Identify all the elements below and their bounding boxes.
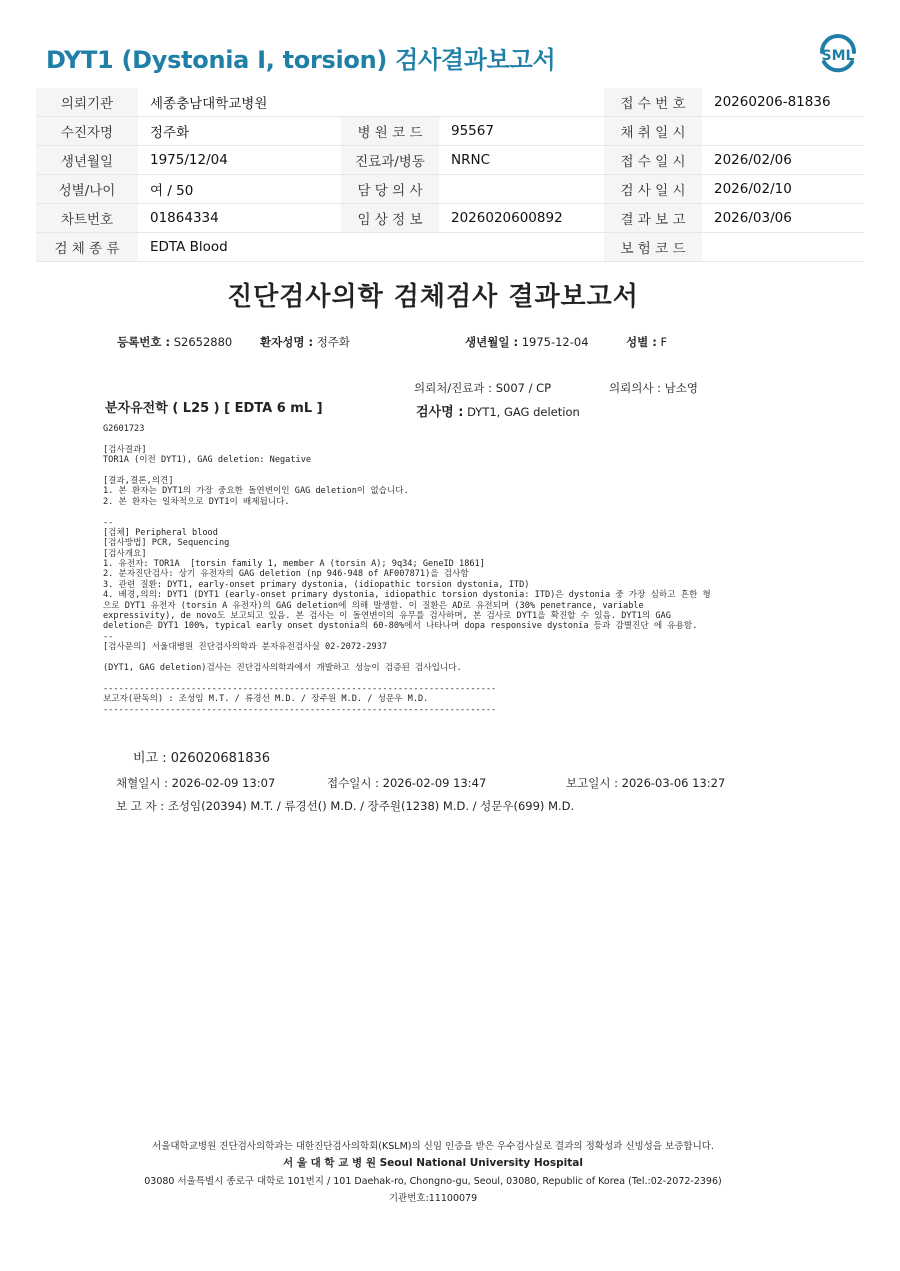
info-label: 진료과/병동 (341, 146, 439, 175)
info-value: 95567 (439, 117, 604, 146)
patient-name (260, 334, 350, 350)
info-value: 2026/02/10 (702, 175, 864, 204)
sml-logo (814, 28, 862, 76)
info-row (36, 204, 864, 233)
result-line: TOR1A (이전 DYT1), GAG deletion: Negative (103, 455, 312, 466)
info-label: 수진자명 (36, 117, 138, 146)
info-value (702, 117, 864, 146)
info-row (36, 117, 864, 146)
info-label: 의뢰기관 (36, 88, 138, 117)
doctor-label: 의뢰의사 : (609, 381, 661, 395)
footer-institution-number: 기관번호:11100079 (388, 1193, 478, 1204)
info-label: 결 과 보 고 (604, 204, 702, 233)
result-line: [검사결과] (103, 444, 147, 455)
result-text-block (103, 424, 803, 715)
info-label: 생년월일 (36, 146, 138, 175)
registration-number (117, 334, 232, 350)
document-title: DYT1 (Dystonia I, torsion) 검사결과보고서 (46, 46, 556, 74)
result-line: 2. 분자진단검사: 상기 유전자의 GAG deletion (np 946-948 of AF007871)을 검사함 (103, 569, 469, 580)
remarks-label: 비고 : (133, 751, 167, 766)
info-label: 보 험 코 드 (604, 233, 702, 262)
info-value: EDTA Blood (138, 233, 341, 262)
section-title: 분자유전학 ( L25 ) [ EDTA 6 mL ] (105, 401, 323, 416)
info-value: 2026020600892 (439, 204, 604, 233)
report-time (566, 775, 725, 791)
info-value: 여 / 50 (138, 175, 341, 204)
info-value: 20260206-81836 (702, 88, 864, 117)
result-line: 4. 배경,의의: DYT1 (DYT1 (early-onset primary dystonia, idiopathic torsion dystonia: ITD)은 dystonia 중 가장 심하고 흔한 형 (103, 590, 711, 601)
report-label: 보고일시 : (566, 776, 618, 790)
collect-time (116, 775, 275, 791)
footer-certification: 서울대학교병원 진단검사의학과는 대한진단검사의학회(KSLM)의 신임 인증을 받은 우수검사실로 결과의 정확성과 신빙성을 보증합니다. (152, 1141, 714, 1152)
info-row (36, 175, 864, 204)
reg-value: S2652880 (173, 335, 233, 349)
info-row (36, 88, 864, 117)
dept-value: S007 / CP (495, 381, 552, 395)
info-value: 1975/12/04 (138, 146, 341, 175)
result-line: [결과,결론,의견] (103, 475, 174, 486)
result-line: -- (103, 631, 114, 642)
dob-value: 1975-12-04 (521, 335, 589, 349)
result-line (103, 673, 803, 683)
info-row (36, 233, 864, 262)
result-line: deletion은 DYT1 100%, typical early onset dystonia의 60-80%에서 나타나며 dopa responsive dystonia 등과 감별진단 에 유용함. (103, 621, 698, 632)
receive-label: 접수일시 : (327, 776, 379, 790)
collect-value: 2026-02-09 13:07 (171, 776, 276, 790)
info-label: 검 사 일 시 (604, 175, 702, 204)
result-line: [검체] Peripheral blood (103, 527, 218, 538)
result-line: -- (103, 517, 114, 528)
patient-info-table (36, 88, 864, 262)
reg-label: 등록번호 : (117, 335, 171, 349)
result-line: ---------------------------------------------------------------------------- (103, 683, 497, 694)
requesting-doctor (609, 380, 698, 396)
remarks (133, 747, 270, 766)
patient-label: 환자성명 : (260, 335, 314, 349)
patient-value: 정주화 (316, 335, 351, 349)
info-label: 담 당 의 사 (341, 175, 439, 204)
department (414, 380, 551, 396)
result-line (103, 466, 803, 476)
info-value: NRNC (439, 146, 604, 175)
info-value: 01864334 (138, 204, 341, 233)
info-label (341, 88, 439, 117)
info-label (341, 233, 439, 262)
result-line: 1. 본 환자는 DYT1의 가장 중요한 돌연변이인 GAG deletion이 없습니다. (103, 486, 409, 497)
report-value: 2026-03-06 13:27 (621, 776, 726, 790)
info-value (439, 88, 604, 117)
reporters (116, 798, 574, 814)
info-label: 접 수 번 호 (604, 88, 702, 117)
dept-label: 의뢰처/진료과 : (414, 381, 493, 395)
info-value: 2026/02/06 (702, 146, 864, 175)
result-line: 3. 관련 질환: DYT1, early-onset primary dystonia, (idiopathic torsion dystonia, ITD) (103, 579, 530, 590)
logo-text: SML (821, 48, 855, 64)
info-label: 채 취 일 시 (604, 117, 702, 146)
result-line: [검사문의] 서울대병원 진단검사의학과 분자유전검사실 02-2072-2937 (103, 642, 388, 653)
result-line (103, 434, 803, 444)
reporters-label: 보 고 자 : (116, 799, 165, 813)
result-line: 1. 유전자: TOR1A [torsin family 1, member A (torsin A); 9q34; GeneID 1861] (103, 559, 485, 570)
result-line: 보고자(판독의) : 조성임 M.T. / 류경선 M.D. / 장주원 M.D. / 성문우 M.D. (103, 694, 429, 705)
sex (626, 334, 667, 350)
info-value (439, 175, 604, 204)
result-line: 2. 본 환자는 일차적으로 DYT1이 배제됩니다. (103, 496, 290, 507)
result-line (103, 653, 803, 663)
result-line: [검사개요] (103, 548, 147, 559)
remarks-value: 026020681836 (170, 751, 271, 766)
doctor-value: 남소영 (664, 381, 698, 395)
result-line: 으로 DYT1 유전자 (torsin A 유전자)의 GAG deletion에 의해 발생함. 이 질환은 AD로 유전되며 (30% penetrance, variable (103, 600, 644, 611)
info-value: 세종충남대학교병원 (138, 88, 341, 117)
info-row (36, 146, 864, 175)
result-line (103, 507, 803, 517)
test-name (416, 401, 580, 420)
collect-label: 채혈일시 : (116, 776, 168, 790)
info-label: 병 원 코 드 (341, 117, 439, 146)
result-line: (DYT1, GAG deletion)검사는 진단검사의학과에서 개발하고 성능이 검증된 검사입니다. (103, 662, 462, 673)
footer-address: 03080 서울특별시 종로구 대학로 101번지 / 101 Daehak-ro, Chongno-gu, Seoul, 03080, Republic of Korea (Tel.:02-2072-2396) (144, 1176, 722, 1187)
info-value (439, 233, 604, 262)
info-label: 접 수 일 시 (604, 146, 702, 175)
birth-date (465, 334, 589, 350)
result-line: G2601723 (103, 424, 145, 434)
test-label: 검사명 : (416, 405, 464, 420)
sex-label: 성별 : (626, 335, 657, 349)
report-title: 진단검사의학 검체검사 결과보고서 (227, 282, 639, 312)
result-line: [검사방법] PCR, Sequencing (103, 538, 230, 549)
reporters-value: 조성임(20394) M.T. / 류경선() M.D. / 장주원(1238) M.D. / 성문우(699) M.D. (167, 799, 575, 813)
receive-time (327, 775, 486, 791)
test-value: DYT1, GAG deletion (467, 405, 580, 419)
info-label: 임 상 정 보 (341, 204, 439, 233)
info-value: 2026/03/06 (702, 204, 864, 233)
result-line: expressivity), de novo도 보고되고 있음. 본 검사는 이 돌연변이의 유무를 검사하며, 본 검사로 DYT1을 확진할 수 있음. DYT1의 GAG (103, 611, 671, 622)
result-line: ---------------------------------------------------------------------------- (103, 704, 497, 715)
info-label: 차트번호 (36, 204, 138, 233)
receive-value: 2026-02-09 13:47 (382, 776, 487, 790)
sex-value: F (660, 335, 668, 349)
info-label: 검 체 종 류 (36, 233, 138, 262)
info-value (702, 233, 864, 262)
info-value: 정주화 (138, 117, 341, 146)
footer-hospital: 서 울 대 학 교 병 원 Seoul National University Hospital (283, 1157, 583, 1169)
info-label: 성별/나이 (36, 175, 138, 204)
dob-label: 생년월일 : (465, 335, 519, 349)
